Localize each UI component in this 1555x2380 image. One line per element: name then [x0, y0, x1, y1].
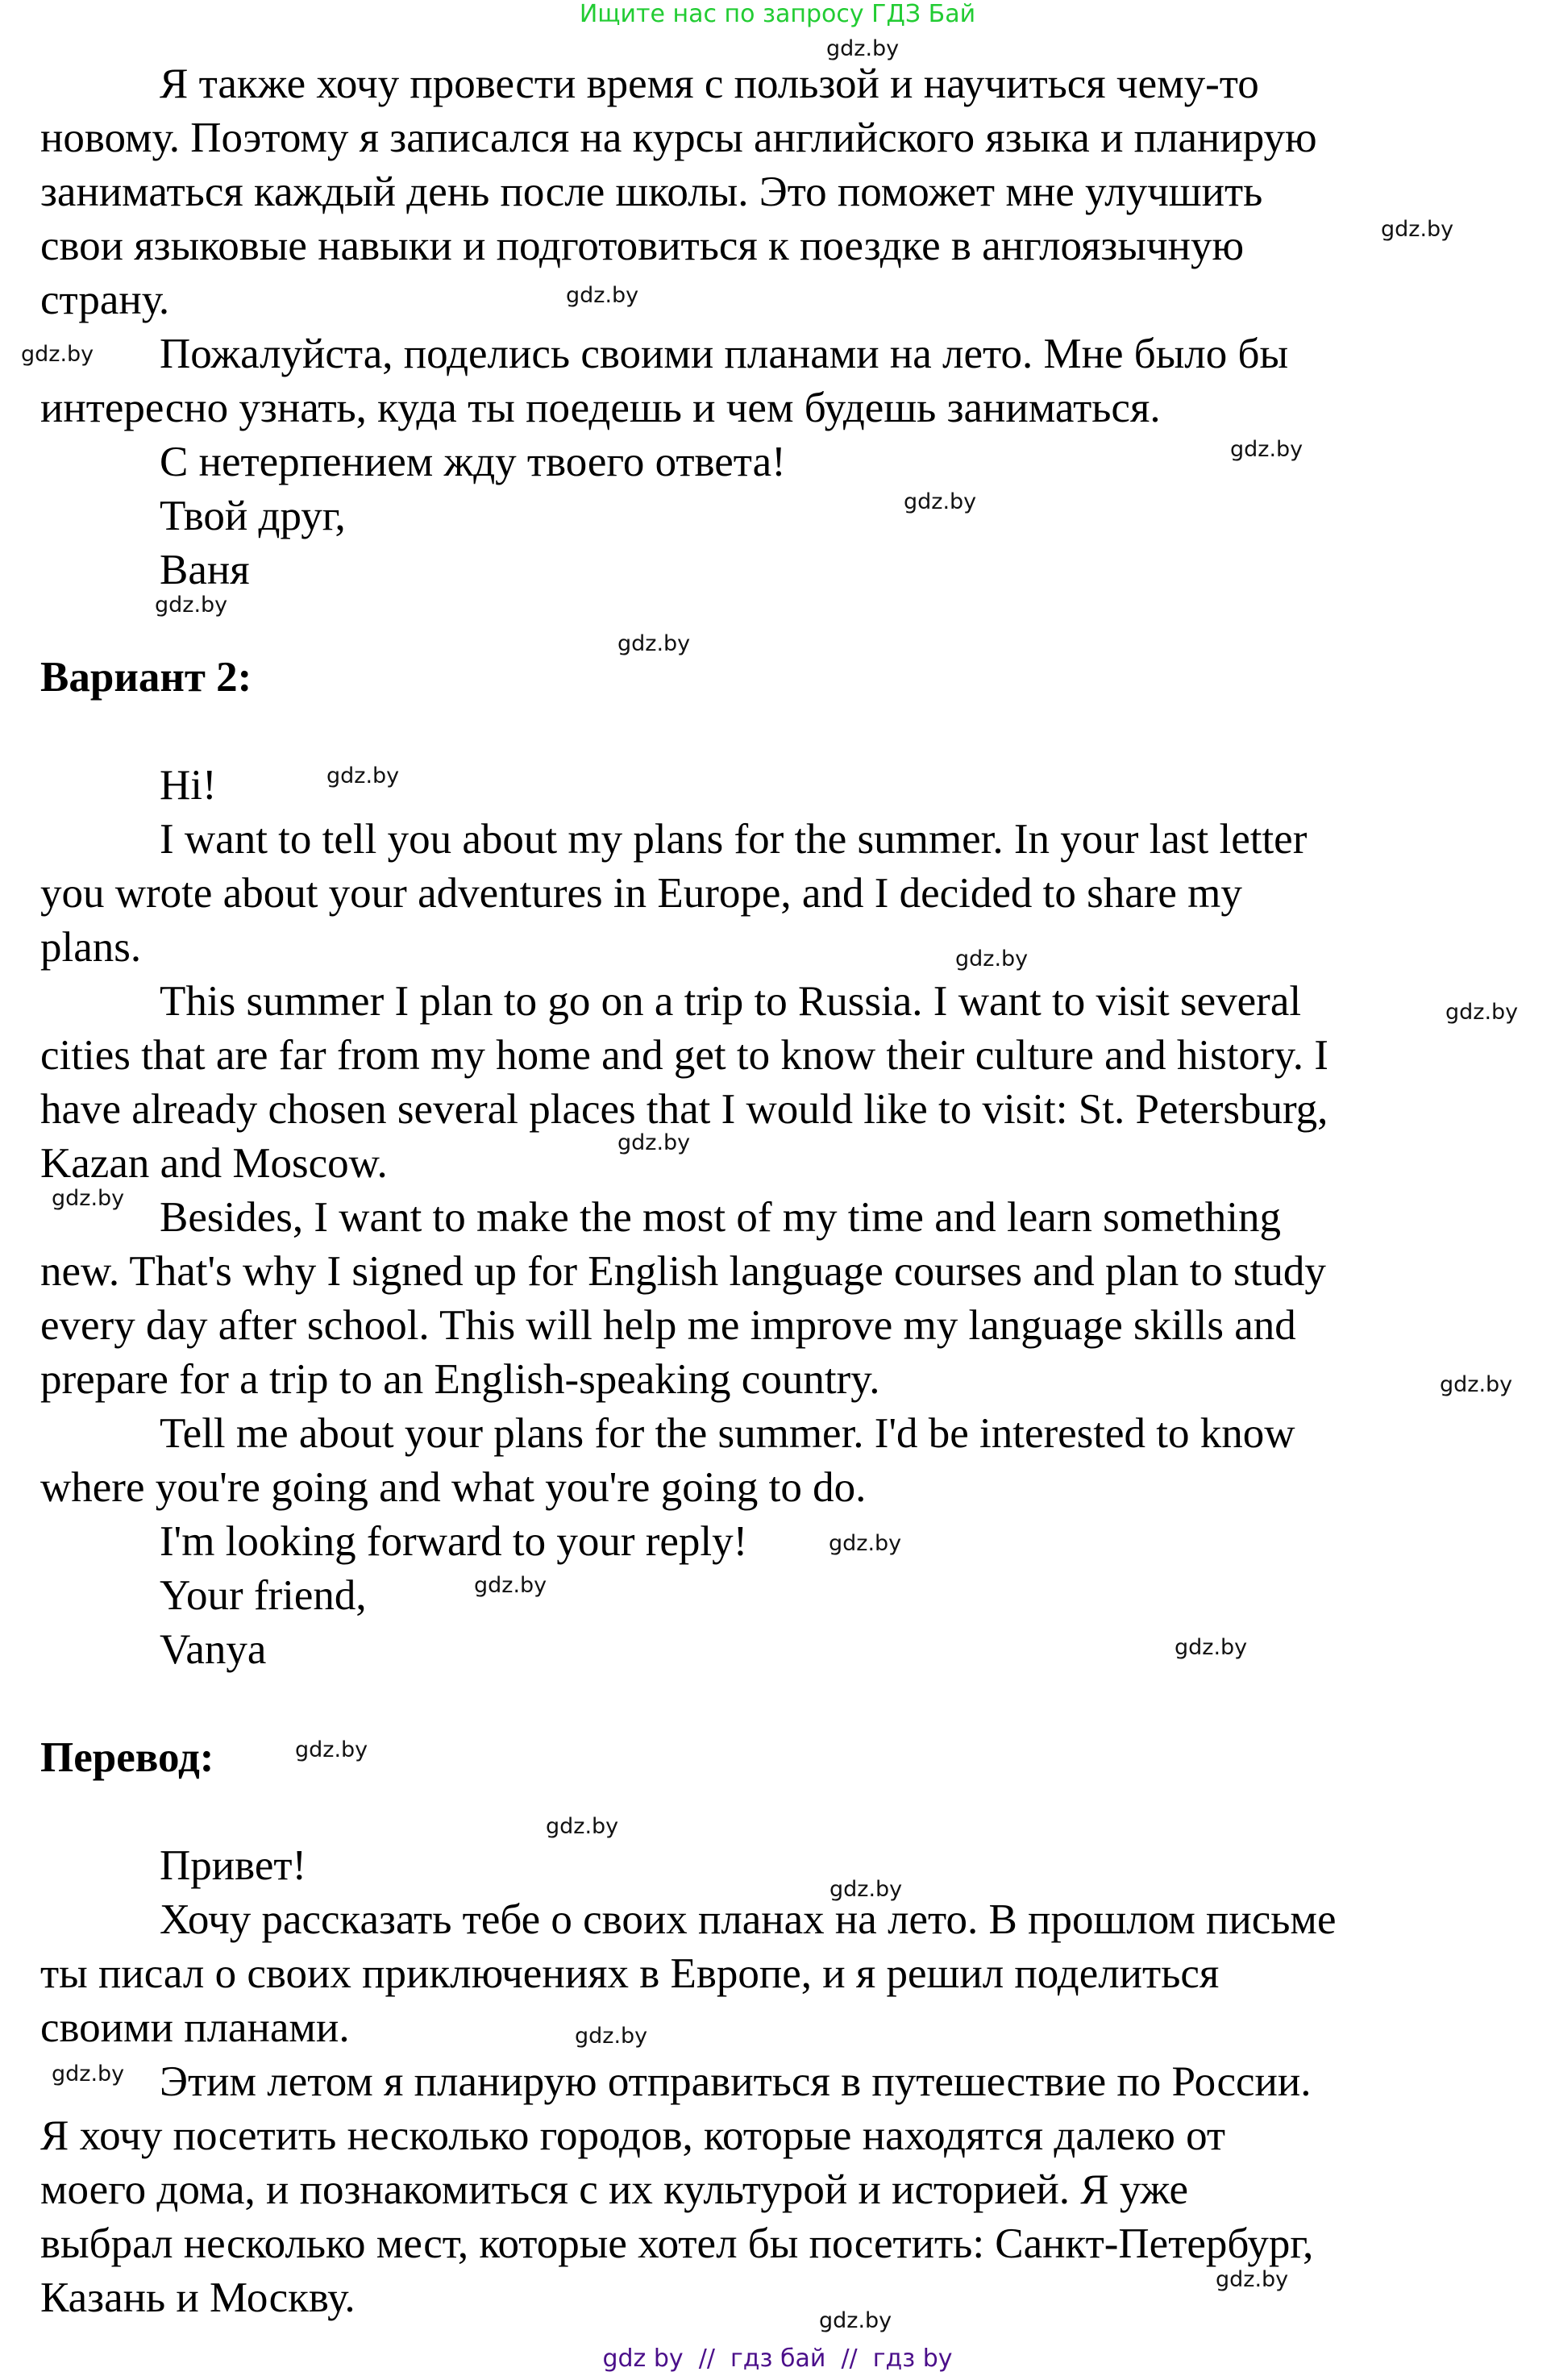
text-line: страну.: [40, 277, 170, 323]
watermark: gdz.by: [566, 283, 639, 308]
text-line: С нетерпением жду твоего ответа!: [160, 439, 786, 485]
text-line: Ваня: [160, 547, 250, 593]
watermark: gdz.by: [1230, 437, 1303, 462]
text-line: интересно узнать, куда ты поедешь и чем будешь заниматься.: [40, 385, 1161, 431]
text-line: Tell me about your plans for the summer. I'd be interested to know: [160, 1410, 1295, 1457]
watermark: gdz.by: [617, 1130, 691, 1155]
watermark: gdz.by: [1445, 1000, 1519, 1025]
watermark: gdz.by: [1440, 1372, 1513, 1397]
watermark: gdz.by: [904, 489, 977, 514]
text-line: заниматься каждый день после школы. Это поможет мне улучшить: [40, 169, 1263, 215]
section-heading: Перевод:: [40, 1734, 214, 1781]
text-line: cities that are far from my home and get to know their culture and history. I: [40, 1032, 1328, 1079]
site-footer: gdz by // гдз бай // гдз by: [602, 2345, 953, 2373]
watermark: gdz.by: [326, 764, 400, 788]
watermark: gdz.by: [52, 1186, 125, 1211]
watermark: gdz.by: [546, 1814, 619, 1839]
watermark: gdz.by: [617, 631, 691, 656]
watermark: gdz.by: [826, 36, 900, 61]
text-line: Хочу рассказать тебе о своих планах на лето. В прошлом письме: [160, 1896, 1337, 1943]
text-line: plans.: [40, 924, 142, 971]
text-line: This summer I plan to go on a trip to Russia. I want to visit several: [160, 978, 1302, 1025]
text-line: выбрал несколько мест, которые хотел бы посетить: Санкт-Петербург,: [40, 2220, 1314, 2267]
text-line: Hi!: [160, 762, 217, 809]
text-line: своими планами.: [40, 2004, 350, 2051]
watermark: gdz.by: [829, 1531, 902, 1556]
text-line: Привет!: [160, 1842, 307, 1889]
text-line: every day after school. This will help me improve my language skills and: [40, 1302, 1296, 1349]
text-line: I'm looking forward to your reply!: [160, 1518, 748, 1565]
watermark: gdz.by: [52, 2062, 125, 2087]
text-line: Я хочу посетить несколько городов, которые находятся далеко от: [40, 2112, 1226, 2159]
text-line: you wrote about your adventures in Europe, and I decided to share my: [40, 870, 1242, 917]
text-line: new. That's why I signed up for English language courses and plan to study: [40, 1248, 1326, 1295]
section-heading: Вариант 2:: [40, 654, 252, 701]
watermark: gdz.by: [829, 1877, 903, 1902]
text-line: I want to tell you about my plans for the summer. In your last letter: [160, 816, 1308, 863]
text-line: Besides, I want to make the most of my time and learn something: [160, 1194, 1281, 1241]
site-banner: Ищите нас по запросу ГДЗ Бай: [579, 0, 976, 28]
watermark: gdz.by: [575, 2024, 648, 2049]
watermark: gdz.by: [955, 947, 1029, 972]
text-line: моего дома, и познакомиться с их культурой и историей. Я уже: [40, 2166, 1189, 2213]
text-line: новому. Поэтому я записался на курсы английского языка и планирую: [40, 114, 1317, 161]
watermark: gdz.by: [295, 1737, 368, 1762]
text-line: where you're going and what you're going to do.: [40, 1464, 867, 1511]
text-line: have already chosen several places that I would like to visit: St. Petersburg,: [40, 1086, 1328, 1133]
watermark: gdz.by: [1216, 2267, 1289, 2292]
text-line: Твой друг,: [160, 493, 346, 539]
watermark: gdz.by: [1175, 1635, 1248, 1660]
text-line: свои языковые навыки и подготовиться к поездке в англоязычную: [40, 223, 1245, 269]
text-line: ты писал о своих приключениях в Европе, и я решил поделиться: [40, 1950, 1220, 1997]
text-line: Пожалуйста, поделись своими планами на лето. Мне было бы: [160, 331, 1289, 377]
watermark: gdz.by: [819, 2308, 892, 2333]
text-line: Этим летом я планирую отправиться в путешествие по России.: [160, 2058, 1312, 2105]
text-line: Vanya: [160, 1626, 267, 1673]
text-line: prepare for a trip to an English-speaking country.: [40, 1356, 880, 1403]
watermark: gdz.by: [155, 593, 228, 618]
text-line: Я также хочу провести время с пользой и научиться чему-то: [160, 60, 1259, 107]
text-line: Your friend,: [160, 1572, 367, 1619]
watermark: gdz.by: [1381, 217, 1454, 242]
text-line: Kazan and Moscow.: [40, 1140, 388, 1187]
watermark: gdz.by: [21, 342, 94, 367]
watermark: gdz.by: [474, 1573, 547, 1598]
text-line: Казань и Москву.: [40, 2274, 355, 2321]
